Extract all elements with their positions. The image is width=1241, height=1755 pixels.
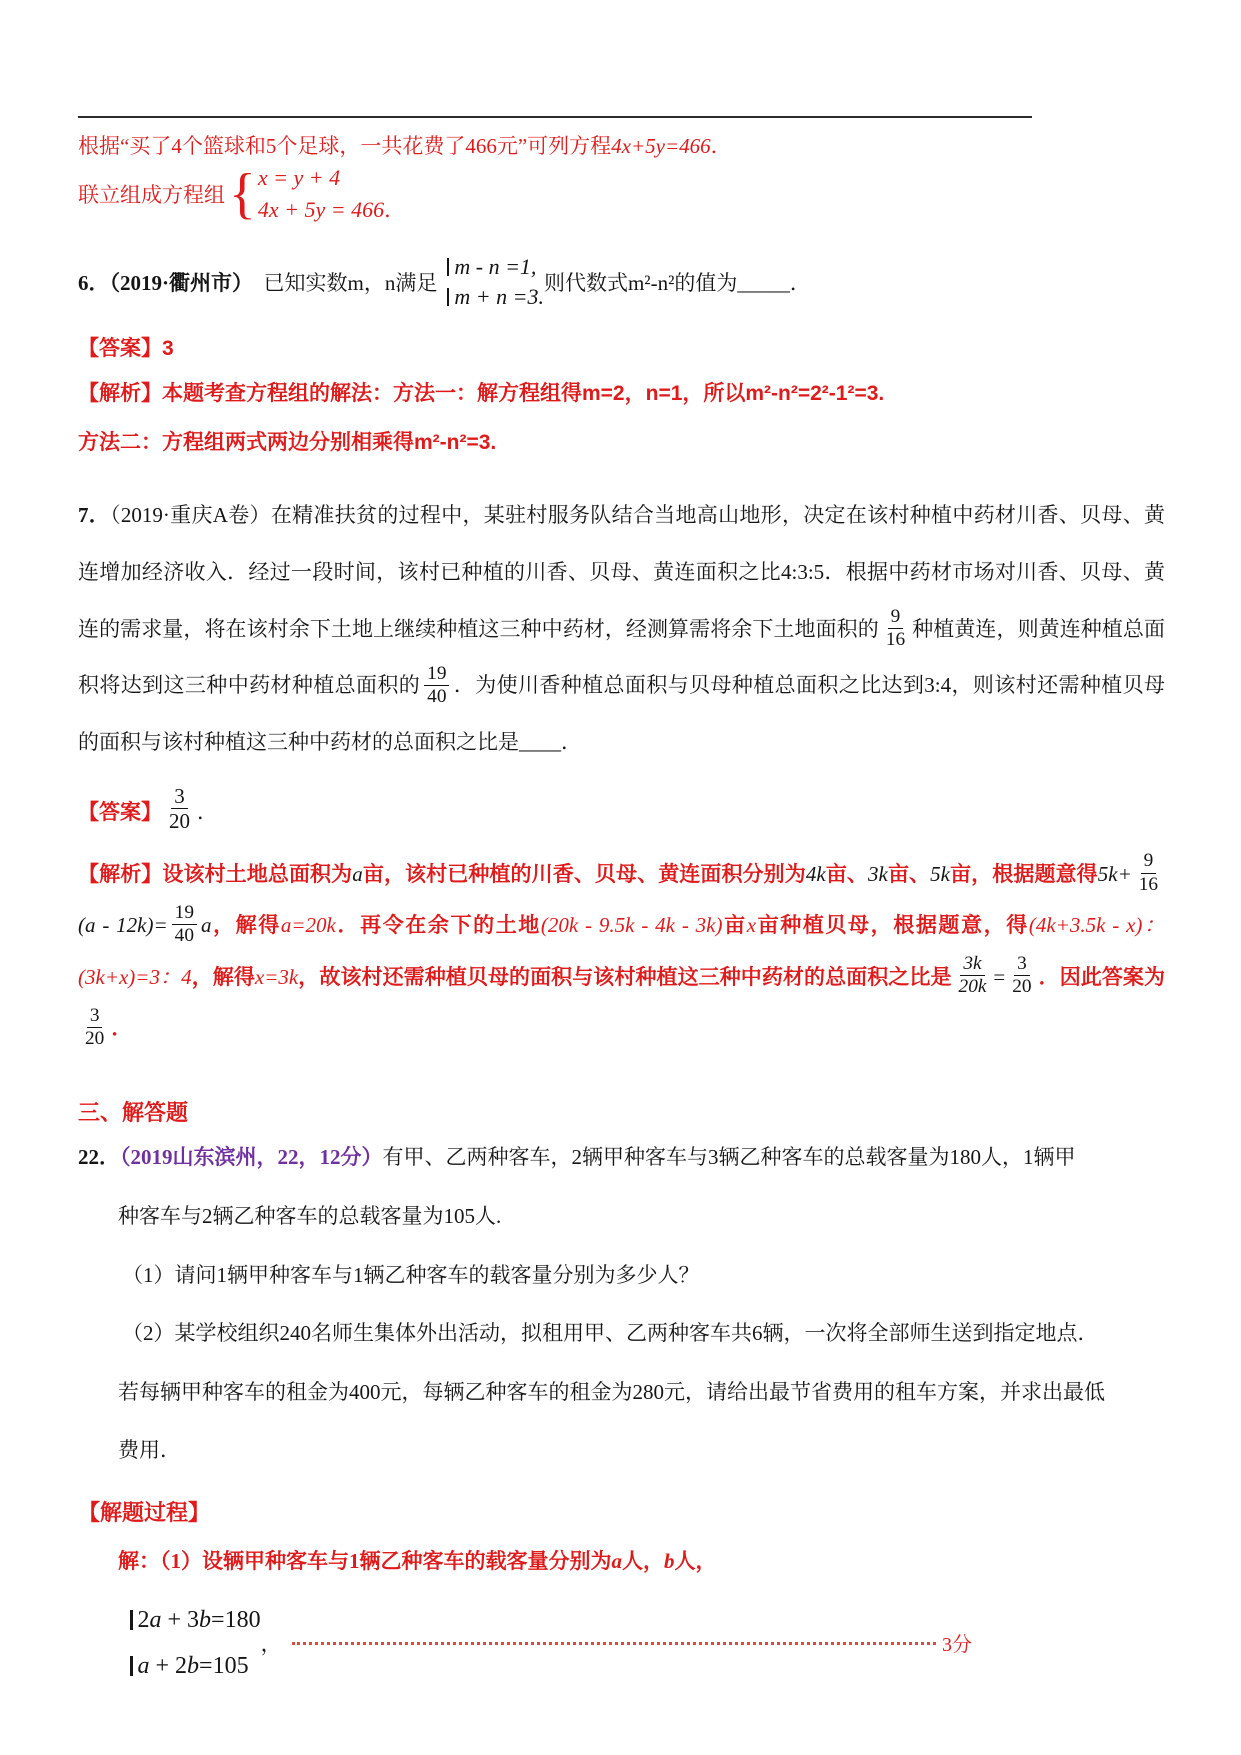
equation: m - n =1, (454, 254, 537, 279)
text-segment: ．为使川香种植总面积与贝母种植总面积之比达到3:4，则该村还需种植贝母的面积与该村种植这三种中药材的总面积之比是____． (78, 673, 1165, 754)
left-brace: { (229, 162, 256, 225)
text-segment: （2019·重庆A卷）在精准扶贫的过程中，某驻村服务队结合当地高山地形，决定在该村种植中药材川香、贝母、黄连增加经济收入．经过一段时间，该村已种植的川香、贝母、黄连面积之比4:3:5．根据中药材市场对川香、贝母、黄连的需求量，将在该村余下土地上继续种植这三种中药材，经测算需将余下土地面积的 (78, 503, 1165, 641)
question-22-part2a: （2）某学校组织240名师生集体外出活动，拟租用甲、乙两种客车共6辆，一次将全部师生送到指定地点． (122, 1321, 1099, 1346)
text-segment: =105 (199, 1652, 249, 1679)
answer-6 (78, 332, 1165, 362)
left-brace-ticks-icon (130, 1597, 133, 1689)
text-segment: 人， (622, 1548, 664, 1573)
text-segment: a (200, 913, 212, 938)
solution-process-label: 【解题过程】 (78, 1499, 211, 1525)
text-segment: 解：（1）设辆甲种客车与1辆乙种客车的载客量分别为 (118, 1548, 612, 1573)
solution-line-1 (118, 1545, 1165, 1575)
text-segment: 【答案】 (78, 337, 162, 360)
question-22-line2: 种客车与2辆乙种客车的总载客量为105人. (118, 1203, 502, 1228)
question-22-part2b: 若每辆甲种客车的租金为400元，每辆乙种客车的租金为280元，请给出最节省费用的租车方案，并求出最低 (118, 1379, 1105, 1404)
solution-equation-system (120, 1597, 972, 1689)
equation-stack (138, 1597, 261, 1689)
text-segment: 设该村土地总面积为 (162, 862, 353, 886)
text-segment: ． (710, 134, 732, 158)
text-segment: = (993, 964, 1006, 989)
question-22-part1: （1）请问1辆甲种客车与1辆乙种客车的载客量分别为多少人？ (122, 1262, 700, 1287)
equation: 4x + 5y = 466 (257, 197, 385, 222)
note-line-1 (78, 130, 1165, 160)
text-segment: 本题考查方程组的解法：方法一：解方程组得m=2，n=1，所以m²-n²=2²-1²=3. (162, 382, 885, 405)
text-segment: 【解析】 (78, 382, 162, 405)
fraction: $\frac{3}{20}$ (169, 783, 190, 834)
text-segment: (a - 12k)= (78, 913, 168, 938)
text-segment: a (149, 1606, 162, 1633)
text-segment: a (137, 1652, 150, 1679)
text-segment: 根据“买了4个篮球和5个足球，一共花费了466元”可列方程 (78, 134, 612, 158)
text-segment: 22． (78, 1145, 120, 1170)
brace-tick (130, 1656, 133, 1676)
text-segment: 【解析】 (78, 862, 163, 886)
answer-7 (78, 775, 1165, 847)
text-segment: 亩、 (887, 862, 931, 886)
text-segment: 已知实数m，n满足 (242, 271, 438, 295)
fraction: $\frac{9}{16}$ (1138, 850, 1159, 895)
text-segment: b (187, 1652, 200, 1679)
fraction: $\frac{19}{40}$ (424, 663, 449, 708)
question-22 (78, 1141, 1165, 1468)
question-6 (78, 252, 1165, 312)
fraction: $\frac{3}{20}$ (1012, 953, 1032, 998)
dotted-leader (292, 1640, 936, 1645)
score-mark: 3分 (942, 1634, 972, 1657)
text-segment: (20k - 9.5k - 4k - 3k) (540, 913, 723, 938)
text-segment: x=3k (254, 964, 299, 989)
fraction: $\frac{3}{20}$ (85, 1004, 105, 1049)
left-brace-ticks-icon (447, 252, 449, 312)
fraction: $\frac{19}{40}$ (172, 902, 197, 947)
text-segment: （2019·衢州市） (109, 271, 243, 295)
text-segment: 7． (78, 503, 111, 528)
text-segment: ．因此答案为 (1038, 965, 1166, 989)
text-segment: 3k (868, 861, 888, 886)
text-segment: 人， (674, 1548, 717, 1573)
text-segment: =180 (211, 1606, 261, 1633)
text-segment: （2019山东滨州，22，12分） (120, 1145, 383, 1170)
analysis-6 (78, 377, 1165, 411)
equation: m + n =3. (454, 284, 544, 309)
text-segment: 2 (137, 1606, 150, 1633)
text-segment: 5k (930, 861, 950, 886)
question-6-tail: 则代数式m²-n²的值为_____． (543, 271, 811, 295)
fraction: $\frac{9}{16}$ (885, 606, 906, 651)
comma: ， (260, 1631, 282, 1656)
text-segment: ． (197, 799, 218, 824)
fraction: $\frac{3k}{20k}$ (958, 953, 987, 998)
text-segment: ，解得 (191, 965, 255, 989)
text-segment: 亩，该村已种植的川香、贝母、黄连面积分别为 (362, 862, 806, 886)
system-label: 联立组成方程组 (78, 183, 225, 207)
text-segment: 亩，根据题意得 (949, 862, 1098, 886)
text-segment: x (746, 913, 757, 938)
text-segment: ． (111, 1016, 133, 1040)
divider-line (78, 116, 1032, 118)
text-segment: 亩、 (825, 862, 869, 886)
text-segment: 有甲、乙两种客车，2辆甲种客车与3辆乙种客车的总载客量为180人，1辆甲 (382, 1145, 1076, 1170)
text-segment: b (199, 1606, 212, 1633)
text-segment: + 2 (149, 1652, 188, 1679)
note-system-row (78, 162, 1165, 226)
analysis-7 (78, 849, 1165, 1055)
text-segment: ，解得 (211, 914, 281, 938)
question-7 (78, 487, 1165, 770)
section-3-title: 三、解答题 (78, 1100, 189, 1126)
text-segment: ．再令在余下的土地 (335, 914, 541, 938)
equation (138, 1643, 249, 1689)
brace-tick (130, 1610, 133, 1630)
text-segment: 种植黄连，则黄连种植总面积将达到这三种中药材种植总面积的 (78, 616, 1166, 698)
text-segment: 【答案】 (78, 800, 162, 824)
text-segment: b (664, 1548, 675, 1573)
text-segment: + 3 (161, 1606, 200, 1633)
period: ． (384, 198, 406, 222)
question-22-part2c: 费用． (118, 1438, 181, 1463)
text-segment: a=20k (280, 913, 336, 938)
equation-system-q6 (454, 252, 544, 312)
brace-tick (447, 258, 449, 276)
equation-system-intro (258, 162, 384, 226)
text-segment: ，故该村还需种植贝母的面积与该村种植这三种中药材的总面积之比是 (298, 965, 952, 989)
text-segment: a (611, 1548, 622, 1573)
question-6-head (78, 267, 437, 297)
text-segment: 5k+ (1097, 861, 1132, 886)
brace-tick (447, 288, 449, 306)
text-segment: 4x+5y=466 (611, 134, 711, 158)
analysis-6-method2: 方法二：方程组两式两边分别相乘得m²-n²=3. (78, 430, 497, 454)
text-segment: 亩种植贝母，根据题意，得 (756, 914, 1029, 938)
question-22-line1 (78, 1141, 1165, 1175)
text-segment: 亩 (722, 914, 747, 938)
text-segment: (4k+3.5k - x)：(3k+x)=3：4 (78, 913, 1166, 989)
text-segment: 4k (805, 861, 826, 886)
equation (138, 1597, 261, 1643)
text-segment: 6． (78, 271, 110, 295)
text-segment: a (352, 861, 363, 886)
text-segment: 3 (162, 337, 174, 360)
equation: x = y + 4 (257, 165, 341, 190)
